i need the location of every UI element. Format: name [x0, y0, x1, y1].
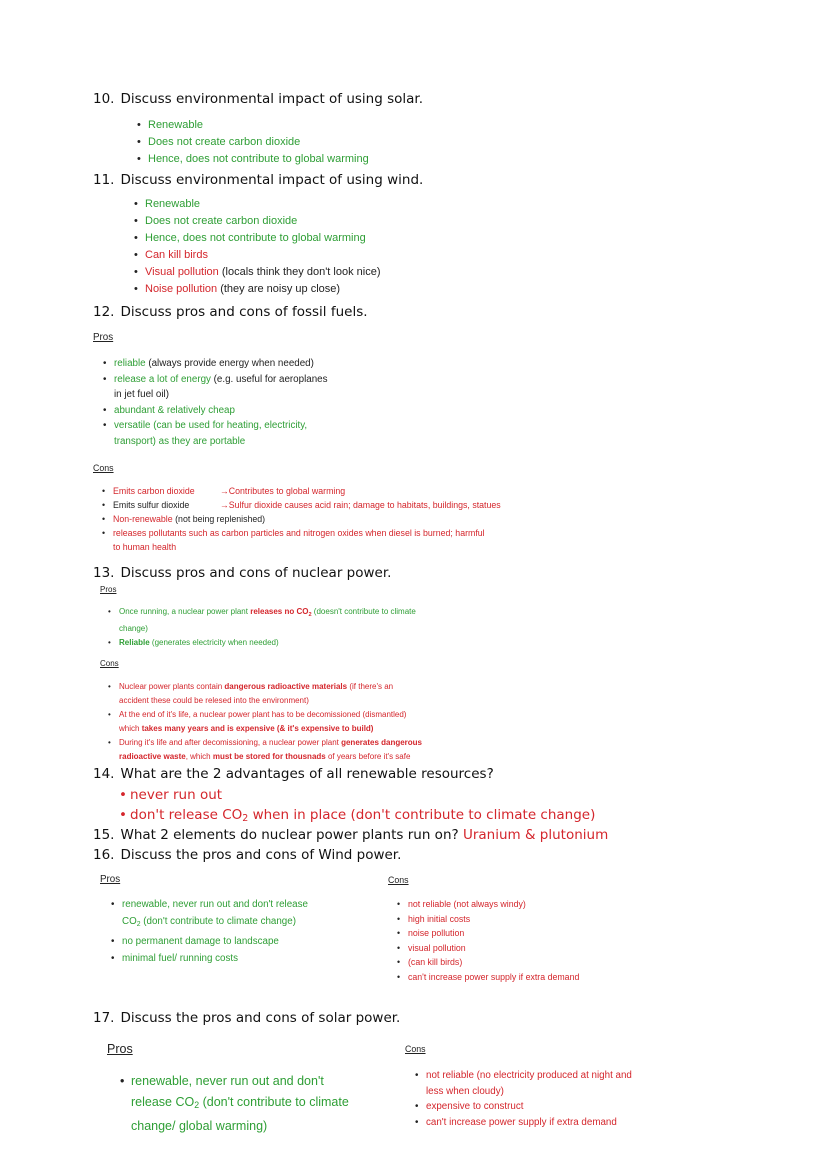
pro-text: CO [122, 915, 137, 927]
con-emphasis: dangerous radioactive materials [224, 682, 348, 691]
q14-answer-list [119, 785, 595, 829]
pro-term: versatile (can be used for heating, electricity, [114, 420, 308, 431]
pro-text: (don't contribute to climate change) [140, 915, 296, 927]
list-item: • no permanent damage to landscape [111, 934, 308, 951]
list-item [103, 356, 328, 372]
question-12 [93, 304, 368, 320]
list-item: • Can kill birds [134, 247, 380, 264]
question-15 [93, 827, 608, 843]
subscript: 2 [308, 612, 312, 618]
con-text: (if there's an [347, 682, 394, 691]
list-item: • Renewable [134, 196, 380, 213]
pro-emphasis: Reliable [119, 638, 150, 647]
question-number: 17. [93, 1010, 115, 1026]
list-item: • never run out [119, 785, 595, 805]
q12-pros-list [103, 356, 328, 449]
con-text: , which [185, 752, 213, 761]
con-term: Non-renewable [113, 514, 173, 524]
subscript: 2 [194, 1100, 200, 1110]
question-14 [93, 766, 494, 782]
q16-pros-list [111, 897, 308, 967]
q16-pros-label: Pros [100, 874, 121, 885]
question-number: 16. [93, 847, 115, 863]
question-answer: Uranium & plutonium [462, 827, 609, 843]
pro-text-cont: change) [119, 624, 148, 633]
con-term: releases pollutants such as carbon particles and nitrogen oxides when diesel is burned; harmful [113, 528, 485, 538]
list-item [103, 372, 328, 403]
con-text: At the end of it's life, a nuclear power plant has to be decomissioned (dismantled) [119, 710, 407, 719]
answer-text: don't release CO [130, 807, 243, 823]
q17-pros-list [120, 1071, 349, 1137]
list-item [103, 418, 328, 449]
con-text: not reliable (no electricity produced at night and [426, 1070, 632, 1081]
list-item [108, 736, 422, 764]
visual-pollution-note: (locals think they don't look nice) [218, 266, 381, 278]
question-text: Discuss environmental impact of using solar. [120, 91, 424, 107]
list-item [111, 897, 308, 933]
list-item [134, 264, 380, 281]
pro-term-cont: transport) as they are portable [114, 435, 246, 447]
q12-cons-label: Cons [93, 463, 114, 473]
con-emphasis: generates dangerous [341, 738, 423, 747]
con-term-cont: to human health [113, 542, 177, 552]
question-text: What are the 2 advantages of all renewable resources? [120, 766, 494, 782]
con-text: During it's life and after decomissioning, a nuclear power plant [119, 738, 342, 747]
con-emphasis: radioactive waste [119, 752, 186, 761]
pro-note: (always provide energy when needed) [145, 358, 314, 369]
list-item: • can't increase power supply if extra demand [397, 970, 579, 985]
pro-note: (e.g. useful for aeroplanes [210, 373, 328, 385]
q12-pros-label: Pros [93, 332, 114, 343]
pro-text: (doesn't contribute to climate [311, 607, 416, 616]
question-number: 13. [93, 565, 115, 581]
q17-cons-label: Cons [405, 1044, 426, 1054]
pro-note-cont: in jet fuel oil) [114, 389, 169, 400]
question-number: 12. [93, 304, 115, 320]
q12-cons-list [102, 484, 501, 554]
question-10 [93, 91, 423, 107]
list-item [108, 636, 416, 650]
q16-cons-list [397, 897, 579, 985]
list-item [102, 484, 501, 498]
con-text-cont: less when cloudy) [426, 1085, 504, 1097]
list-item: • visual pollution [397, 941, 579, 956]
list-item [102, 512, 501, 526]
list-item: • high initial costs [397, 912, 579, 927]
question-text: Discuss the pros and cons of solar power. [120, 1010, 401, 1026]
list-item: • noise pollution [397, 926, 579, 941]
question-text: Discuss pros and cons of fossil fuels. [120, 304, 368, 320]
list-item: • can't increase power supply if extra demand [415, 1115, 632, 1131]
noise-pollution-note: (they are noisy up close) [217, 283, 341, 295]
q17-pros-label: Pros [107, 1042, 133, 1056]
con-text: which [119, 724, 142, 733]
con-term: Emits carbon dioxide [113, 486, 195, 496]
list-item: • expensive to construct [415, 1099, 632, 1115]
question-text: Discuss environmental impact of using wind. [120, 172, 424, 188]
list-item [102, 526, 501, 554]
subscript: 2 [136, 920, 141, 928]
question-number: 14. [93, 766, 115, 782]
list-item: • minimal fuel/ running costs [111, 951, 308, 968]
question-17 [93, 1010, 400, 1026]
q13-pros-label: Pros [100, 585, 117, 594]
list-item: • Renewable [137, 117, 369, 134]
list-item [415, 1068, 632, 1099]
con-text: Nuclear power plants contain [119, 682, 225, 691]
question-text: Discuss the pros and cons of Wind power. [120, 847, 402, 863]
visual-pollution-label: Visual pollution [145, 266, 219, 278]
con-text: of years before it's safe [325, 752, 411, 761]
question-11 [93, 172, 423, 188]
q11-answer-list [134, 196, 380, 298]
q13-cons-list [108, 680, 422, 764]
q13-pros-list [108, 605, 416, 650]
list-item [119, 805, 595, 829]
pro-text-cont: change/ global warming) [131, 1119, 268, 1133]
list-item: • Hence, does not contribute to global warming [134, 230, 380, 247]
list-item: • Hence, does not contribute to global warming [137, 151, 369, 168]
pro-text: renewable, never run out and don't [131, 1074, 324, 1088]
list-item [102, 498, 501, 512]
pro-term: reliable [114, 358, 146, 369]
con-note: (not being replenished) [172, 514, 266, 524]
list-item [108, 680, 422, 708]
con-text-cont: accident these could be relesed into the environment) [119, 696, 309, 705]
pro-text: (don't contribute to climate [199, 1095, 349, 1109]
pro-emphasis: releases no CO [250, 607, 309, 616]
pro-text: release CO [131, 1095, 195, 1109]
con-note: →Sulfur dioxide causes acid rain; damage to habitats, buildings, statues [220, 500, 501, 510]
question-16 [93, 847, 401, 863]
con-term: Emits sulfur dioxide [113, 500, 190, 510]
con-emphasis: takes many years and is expensive (& it's expensive to build) [141, 724, 374, 733]
list-item [108, 605, 416, 636]
q16-cons-label: Cons [388, 875, 409, 885]
question-number: 11. [93, 172, 115, 188]
question-text: What 2 elements do nuclear power plants run on? [120, 827, 463, 843]
pro-text: Once running, a nuclear power plant [119, 607, 251, 616]
list-item: • abundant & relatively cheap [103, 403, 328, 419]
list-item: • not reliable (not always windy) [397, 897, 579, 912]
list-item: • Does not create carbon dioxide [137, 134, 369, 151]
noise-pollution-label: Noise pollution [145, 283, 218, 295]
list-item: • Does not create carbon dioxide [134, 213, 380, 230]
question-number: 15. [93, 827, 115, 843]
pro-term: release a lot of energy [114, 373, 211, 385]
list-item [134, 281, 380, 298]
question-13 [93, 565, 391, 581]
q10-answer-list [137, 117, 369, 168]
con-note: →Contributes to global warming [220, 486, 346, 496]
pro-text: renewable, never run out and don't release [122, 899, 308, 910]
q13-cons-label: Cons [100, 659, 119, 668]
con-emphasis: must be stored for thousnads [212, 752, 326, 761]
answer-text: when in place (don't contribute to climate change) [248, 807, 596, 823]
subscript: 2 [242, 813, 249, 824]
list-item [120, 1071, 349, 1137]
q17-cons-list [415, 1068, 632, 1130]
list-item: • (can kill birds) [397, 955, 579, 970]
question-text: Discuss pros and cons of nuclear power. [120, 565, 392, 581]
question-number: 10. [93, 91, 115, 107]
pro-text: (generates electricity when needed) [149, 638, 279, 647]
list-item [108, 708, 422, 736]
